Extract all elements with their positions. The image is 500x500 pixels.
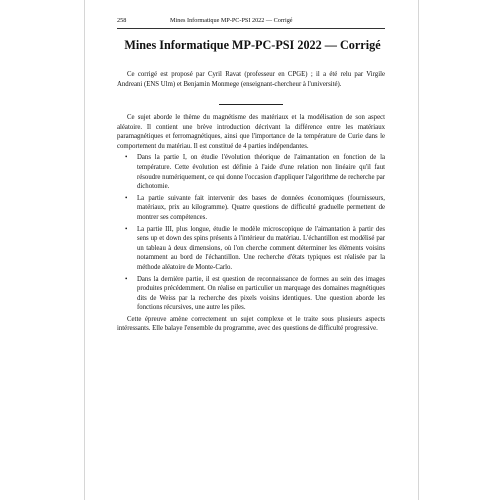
running-header [117, 16, 385, 29]
bullet-icon: • [125, 225, 128, 233]
bullet-icon: • [125, 154, 128, 162]
list-item-text: Dans la partie I, on étudie l'évolution théorique de l'aimantation en fonction de la température. Cette évolution est définie à l'aide d'une relation non linéaire qu'il faut résoudre numériquement, ce qui donne l'occasion d'appliquer l'algorithme de recherche par dichotomie. [137, 154, 385, 191]
bullet-icon: • [125, 194, 128, 202]
list-item-text: Dans la dernière partie, il est question de reconnaissance de formes au sein des images produites précédemment. On réalise en particulier un marquage des domaines magnétiques dits de Weiss par la recherche des pixels voisins identiques. Une question aborde les fonctions récursives, une autre les piles. [137, 275, 385, 312]
main-text [117, 113, 385, 334]
credits-paragraph: Ce corrigé est proposé par Cyril Ravat (professeur en CPGE) ; il a été relu par Virgile Andreani (ENS Ulm) et Benjamin Monmege (enseignant-chercheur à l'université). [117, 71, 385, 88]
intro-paragraph: Ce sujet aborde le thème du magnétisme des matériaux et la modélisation de son aspect aléatoire. Il contient une brève introduction décrivant la différence entre les matériaux paramagnétiques et ferromagnétiques, ainsi que l'importance de la température de Curie dans le comportement du matériau. Il est constitué de 4 parties indépendantes. [117, 114, 385, 150]
list-item [117, 194, 385, 223]
list-item [117, 275, 385, 313]
parts-list [117, 153, 385, 313]
bullet-icon: • [125, 275, 128, 283]
page-title: Mines Informatique MP-PC-PSI 2022 — Corrigé [124, 38, 381, 52]
separator-rule [219, 104, 283, 105]
list-item [117, 153, 385, 191]
list-item-text: La partie III, plus longue, étudie le modèle microscopique de l'aimantation à partir des sens up et down des spins présents à l'intérieur du matériau. L'échantillon est modélisé par un tableau à deux dimensions, où l'on cherche comment déterminer les éléments voisins notamment au bord de l'échantillon. Une recherche d'états typiques est réalisée par la méthode aléatoire de Monte-Carlo. [137, 225, 385, 271]
running-title: Mines Informatique MP-PC-PSI 2022 — Corrigé [170, 17, 293, 24]
closing-paragraph: Cette épreuve amène correctement un sujet complexe et le traite sous plusieurs aspects intéressants. Elle balaye l'ensemble du programme, avec des questions de difficulté progressive. [117, 315, 385, 333]
list-item-text: La partie suivante fait intervenir des bases de données économiques (fournisseurs, matériaux, prix au kilogramme). Quatre questions de difficulté graduelle permettent de montrer ses compétences. [137, 194, 385, 221]
list-item [117, 225, 385, 273]
page-number: 258 [117, 17, 127, 24]
document-page [84, 0, 419, 500]
